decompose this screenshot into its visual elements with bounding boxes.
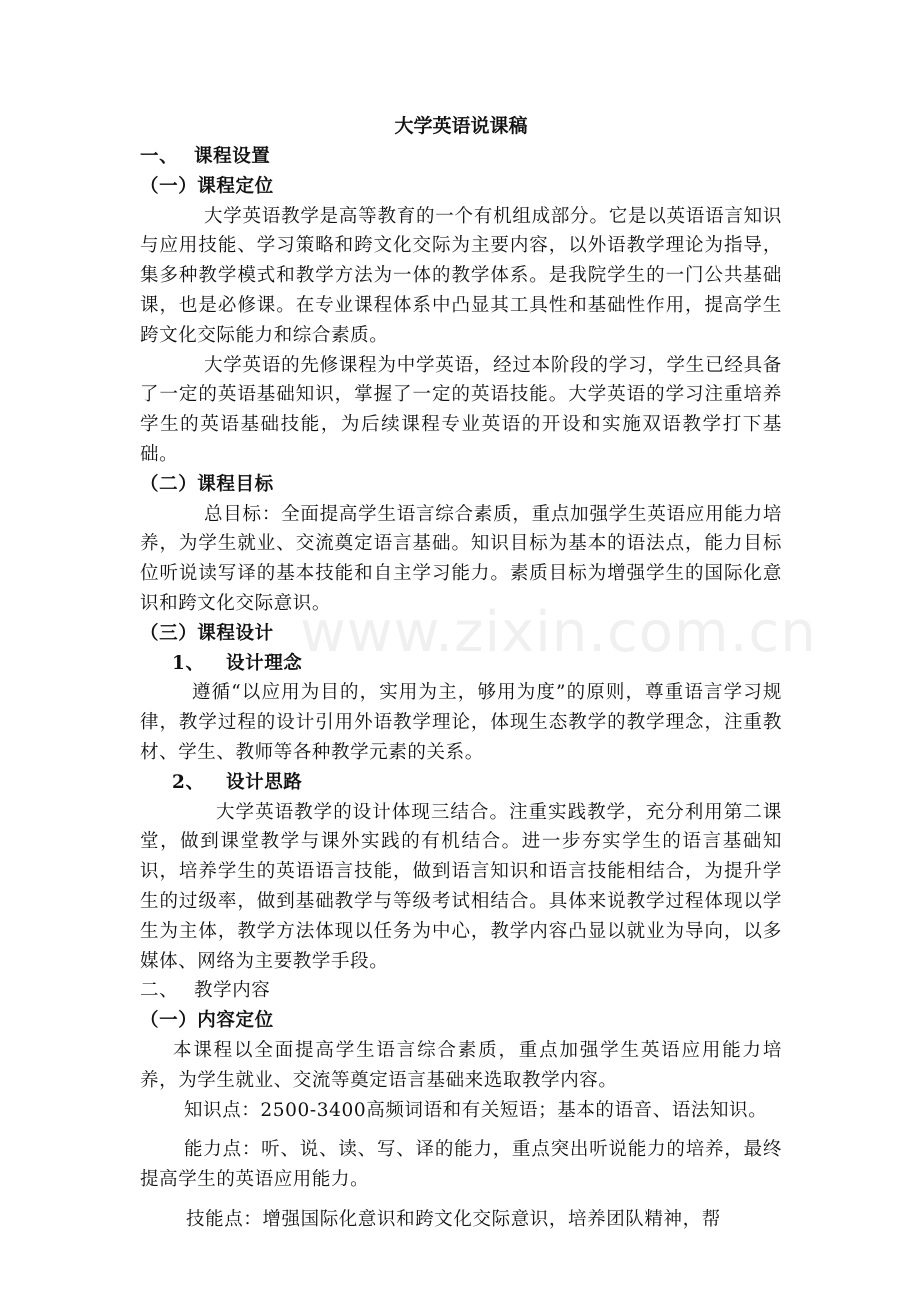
- document-body: [140, 112, 782, 1235]
- subsection-heading-course-design: （三）课程设计: [140, 622, 274, 644]
- section-label: 课程设置: [194, 146, 271, 167]
- item-number: 1、: [172, 652, 205, 674]
- item-heading-design-approach: [140, 768, 782, 798]
- paragraph-5: 大学英语教学的设计体现三结合。注重实践教学，充分利用第二课堂，做到课堂教学与课外实践的有机结合。进一步夯实学生的语言基础知识，培养学生的英语语言技能，做到语言知识和语言技能相结合，为提升学生的过级率，做到基础教学与等级考试相结合。具体来说教学过程体现以学生为主体，教学方法体现以任务为中心，教学内容凸显以就业为导向，以多媒体、网络为主要教学手段。: [140, 801, 782, 972]
- watermark: www.zixin.com.cn: [300, 600, 817, 665]
- item-heading-design-concept: [140, 649, 782, 679]
- subsection-heading-content-positioning: （一）内容定位: [140, 1010, 274, 1032]
- paragraph-4: 遵循“以应用为目的，实用为主，够用为度”的原则，尊重语言学习规律，教学过程的设计引用外语教学理论，体现生态教学的教学理念，注重教材、学生、教师等各种教学元素的关系。: [140, 682, 782, 763]
- section-number: 一、: [140, 146, 179, 167]
- section-heading-1: [140, 142, 782, 172]
- subsection-heading-course-goals: （二）课程目标: [140, 473, 274, 495]
- section-number: 二、: [140, 980, 179, 1002]
- section-heading-2: [140, 976, 782, 1006]
- document-title: 大学英语说课稿: [394, 115, 528, 137]
- paragraph-6: 本课程以全面提高学生语言综合素质，重点加强学生英语应用能力培养，为学生就业、交流等奠定语言基础来选取教学内容。: [140, 1039, 782, 1091]
- paragraph-1: 大学英语教学是高等教育的一个有机组成部分。它是以英语语言知识与应用技能、学习策略和跨文化交际为主要内容，以外语教学理论为指导，集多种教学模式和教学方法为一体的教学体系。是我院学生的一门公共基础课，也是必修课。在专业课程体系中凸显其工具性和基础性作用，提高学生跨文化交际能力和综合素质。: [140, 205, 782, 346]
- paragraph-3: 总目标：全面提高学生语言综合素质，重点加强学生英语应用能力培养，为学生就业、交流奠定语言基础。知识目标为基本的语法点，能力目标位听说读写译的基本技能和自主学习能力。素质目标为增强学生的国际化意识和跨文化交际意识。: [140, 503, 782, 614]
- paragraph-2: 大学英语的先修课程为中学英语，经过本阶段的学习，学生已经具备了一定的英语基础知识，掌握了一定的英语技能。大学英语的学习注重培养学生的英语基础技能，为后续课程专业英语的开设和实施双语教学打下基础。: [140, 354, 782, 465]
- item-label: 设计思路: [226, 771, 303, 793]
- spacer: [140, 1125, 782, 1135]
- section-label: 教学内容: [194, 980, 271, 1002]
- paragraph-7: 知识点：2500-3400高频词语和有关短语；基本的语音、语法知识。: [184, 1099, 768, 1121]
- paragraph-8: 能力点：听、说、读、写、译的能力，重点突出听说能力的培养，最终提高学生的英语应用能力。: [140, 1139, 782, 1191]
- spacer: [140, 1195, 782, 1205]
- item-number: 2、: [172, 771, 205, 793]
- subsection-heading-course-positioning: （一）课程定位: [140, 175, 274, 197]
- paragraph-9: 技能点：增强国际化意识和跨文化交际意识，培养团队精神，帮: [186, 1208, 721, 1230]
- item-label: 设计理念: [226, 652, 303, 674]
